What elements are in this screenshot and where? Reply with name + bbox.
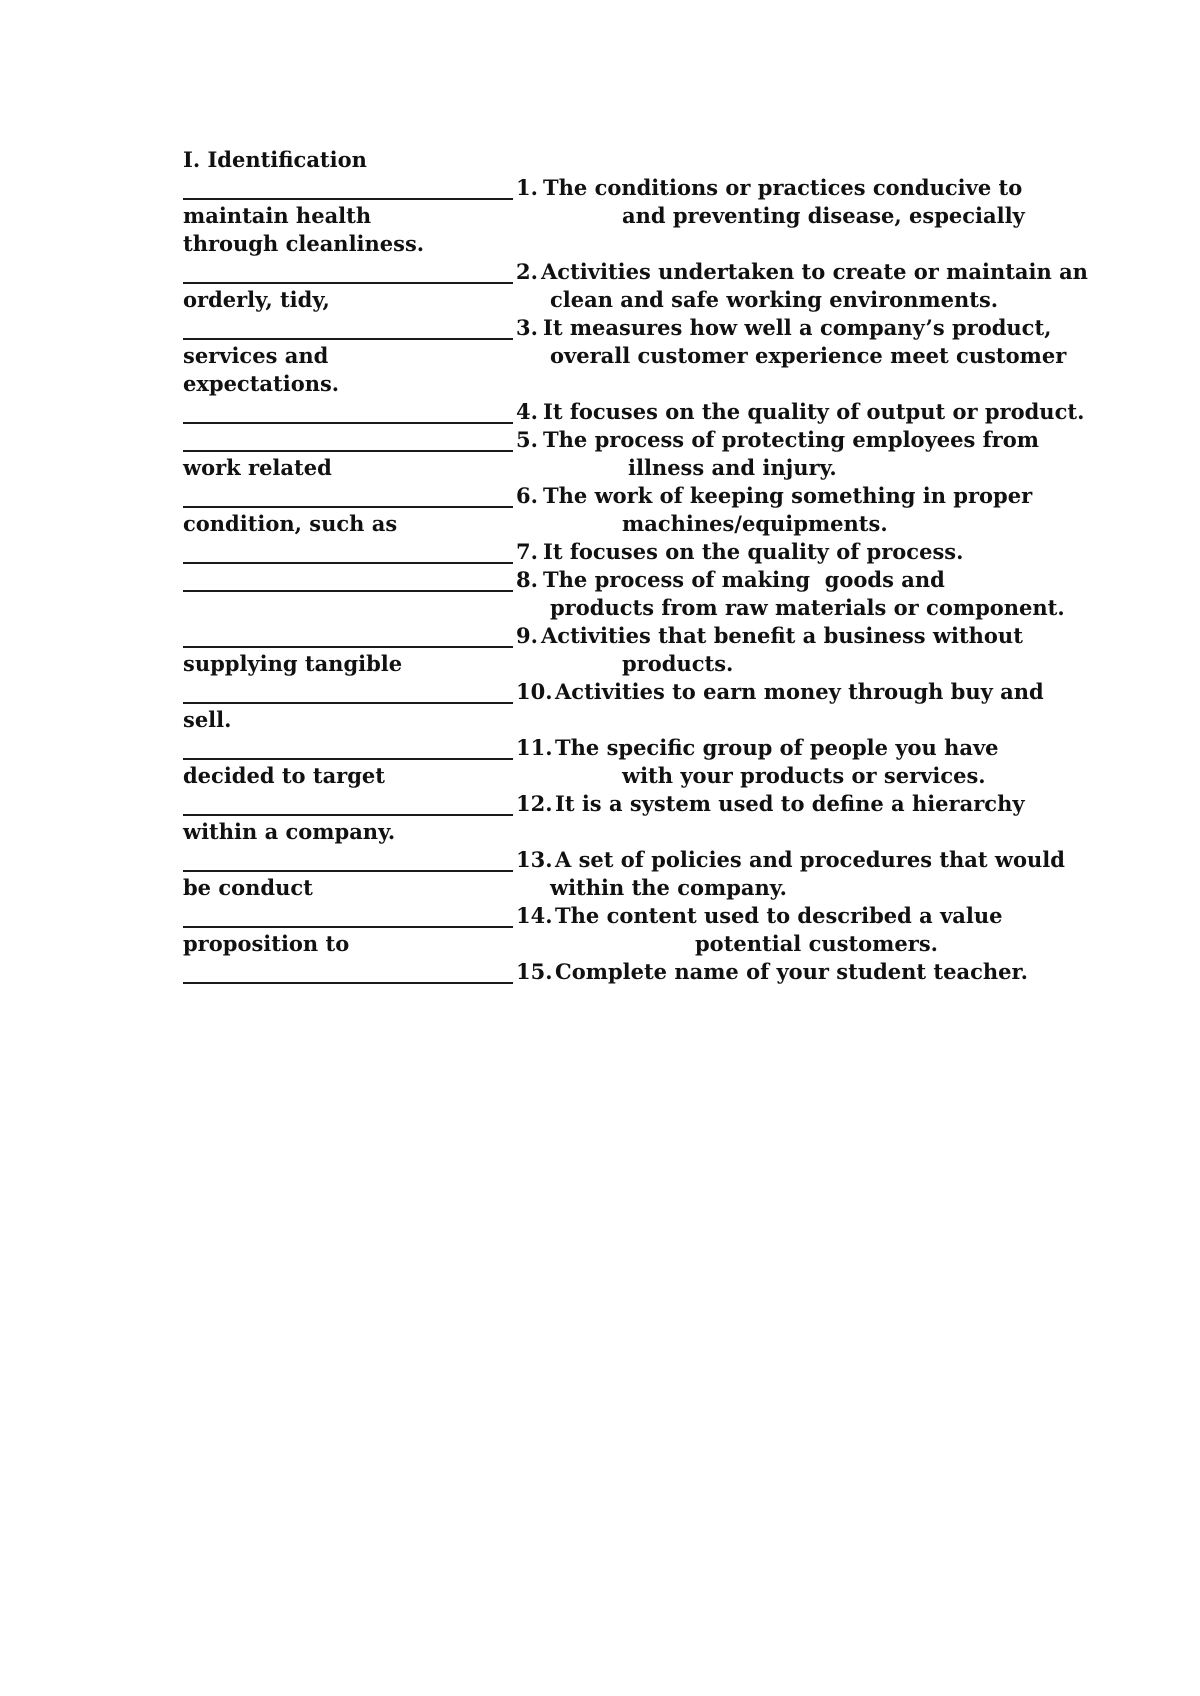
answer-blank[interactable] — [183, 198, 513, 200]
item-3-number: 3. — [516, 315, 538, 340]
item-14-line-1: The content used to described a value — [555, 903, 1003, 928]
item-14-line-2: proposition to — [183, 931, 350, 956]
item-11-line-3: with your products or services. — [622, 763, 986, 788]
item-13-line-3: within the company. — [550, 875, 787, 900]
item-10-line-1: Activities to earn money through buy and — [555, 679, 1044, 704]
item-8-line-2: products from raw materials or component. — [550, 595, 1065, 620]
item-2-number: 2. — [516, 259, 538, 284]
item-15-number: 15. — [516, 959, 553, 984]
answer-blank[interactable] — [183, 282, 513, 284]
item-11-line-1: The specific group of people you have — [555, 735, 999, 760]
answer-blank[interactable] — [183, 758, 513, 760]
answer-blank[interactable] — [183, 338, 513, 340]
item-2-line-3: clean and safe working environments. — [550, 287, 999, 312]
item-1-line-2: maintain health — [183, 203, 372, 228]
item-8-line-1: The process of making goods and — [543, 567, 945, 592]
section-heading: I. Identification — [183, 147, 367, 172]
item-13-number: 13. — [516, 847, 553, 872]
item-10-line-2: sell. — [183, 707, 232, 732]
item-4-line-1: It focuses on the quality of output or product. — [543, 399, 1085, 424]
item-3-line-4: expectations. — [183, 371, 340, 396]
answer-blank[interactable] — [183, 982, 513, 984]
item-14-number: 14. — [516, 903, 553, 928]
item-11-line-2: decided to target — [183, 763, 385, 788]
item-7-line-1: It focuses on the quality of process. — [543, 539, 964, 564]
item-1-line-4: through cleanliness. — [183, 231, 425, 256]
answer-blank[interactable] — [183, 926, 513, 928]
item-9-line-1: Activities that benefit a business without — [541, 623, 1023, 648]
item-9-line-3: products. — [622, 651, 734, 676]
item-1-number: 1. — [516, 175, 538, 200]
item-3-line-1: It measures how well a company’s product, — [543, 315, 1052, 340]
item-5-line-3: illness and injury. — [628, 455, 837, 480]
answer-blank[interactable] — [183, 562, 513, 564]
item-5-line-2: work related — [183, 455, 332, 480]
item-3-line-3: overall customer experience meet customer — [550, 343, 1067, 368]
item-14-line-3: potential customers. — [695, 931, 938, 956]
item-15-line-1: Complete name of your student teacher. — [555, 959, 1028, 984]
item-5-line-1: The process of protecting employees from — [543, 427, 1039, 452]
answer-blank[interactable] — [183, 870, 513, 872]
item-9-line-2: supplying tangible — [183, 651, 403, 676]
item-1-line-1: The conditions or practices conducive to — [543, 175, 1023, 200]
item-1-line-3: and preventing disease, especially — [622, 203, 1025, 228]
item-13-line-1: A set of policies and procedures that would — [555, 847, 1065, 872]
item-6-line-3: machines/equipments. — [622, 511, 888, 536]
item-8-number: 8. — [516, 567, 538, 592]
item-11-number: 11. — [516, 735, 553, 760]
item-5-number: 5. — [516, 427, 538, 452]
answer-blank[interactable] — [183, 450, 513, 452]
item-2-line-2: orderly, tidy, — [183, 287, 330, 312]
item-6-number: 6. — [516, 483, 538, 508]
item-4-number: 4. — [516, 399, 538, 424]
answer-blank[interactable] — [183, 506, 513, 508]
item-7-number: 7. — [516, 539, 538, 564]
answer-blank[interactable] — [183, 702, 513, 704]
item-10-number: 10. — [516, 679, 553, 704]
item-12-line-1: It is a system used to define a hierarchy — [555, 791, 1025, 816]
item-3-line-2: services and — [183, 343, 329, 368]
item-13-line-2: be conduct — [183, 875, 313, 900]
answer-blank[interactable] — [183, 646, 513, 648]
item-12-number: 12. — [516, 791, 553, 816]
answer-blank[interactable] — [183, 814, 513, 816]
answer-blank[interactable] — [183, 590, 513, 592]
item-12-line-2: within a company. — [183, 819, 396, 844]
item-6-line-1: The work of keeping something in proper — [543, 483, 1033, 508]
item-6-line-2: condition, such as — [183, 511, 398, 536]
item-9-number: 9. — [516, 623, 538, 648]
item-2-line-1: Activities undertaken to create or maintain an — [541, 259, 1088, 284]
answer-blank[interactable] — [183, 422, 513, 424]
